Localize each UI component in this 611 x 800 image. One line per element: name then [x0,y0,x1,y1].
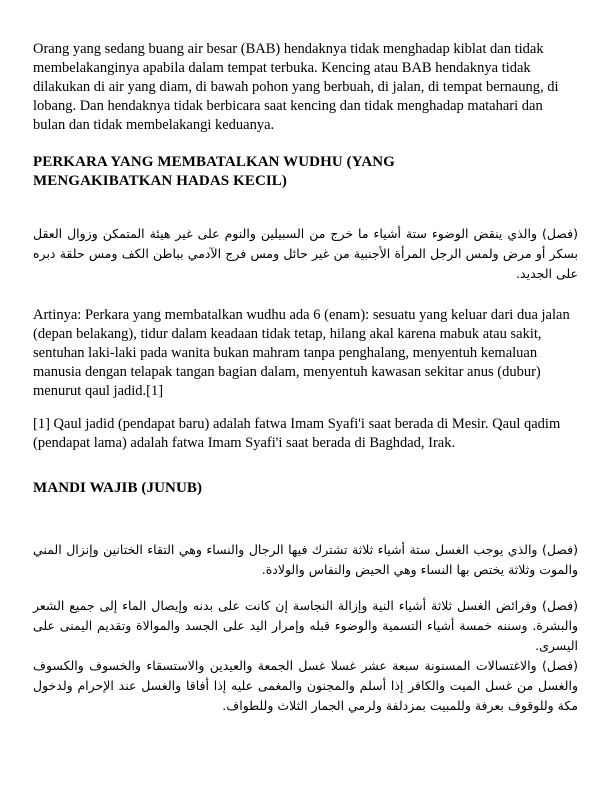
arabic-passage-batal-wudhu: (فصل) والذي ينقض الوضوء ستة أشياء ما خرج من السبيلين والنوم على غير هيئة المتمكن وزوال العقل بسكر أو مرض ولمس الرجل المرأة الأجنبية من غير حائل ومس فرج الآدمي بباطن الكف ومس حلقة دبره على الجديد. [33,226,578,281]
arabic-passage-ghusl-sunnah: (فصل) والاغتسالات المسنونة سبعة عشر غسلا غسل الجمعة والعيدين والاستسقاء والخسوف والكسوف والغسل من غسل الميت والكافر إذا أسلم والمجنون والمغمى عليه إذا أفاقا والغسل عند الإحرام ولدخول مكة وللوقوف بعرفة وللمبيت بمزدلفة ولرمي الجمار الثلاث وللطواف. [33,658,578,713]
heading-mandi-wajib: MANDI WAJIB (JUNUB) [33,480,203,496]
heading-batal-wudhu: PERKARA YANG MEMBATALKAN WUDHU (YANG MENGAKIBATKAN HADAS KECIL) [33,154,395,189]
translation-paragraph: Artinya: Perkara yang membatalkan wudhu ada 6 (enam): sesuatu yang keluar dari dua jalan (depan belakang), tidur dalam keadaan tidak tetap, hilang akal karena mabuk atau sakit, sentuhan laki-laki pada wanita bukan mahram tanpa penghalang, menyentuh kemaluan manusia dengan telapak tangan bagian dalam, menyentuh kawasan sekitar anus (dubur) menurut qaul jadid.[1] [33,307,570,399]
arabic-passage-ghusl-details [33,596,578,716]
footnote-paragraph: [1] Qaul jadid (pendapat baru) adalah fatwa Imam Syafi'i saat berada di Mesir. Qaul qadim (pendapat lama) adalah fatwa Imam Syafi'i saat berada di Baghdad, Irak. [33,416,561,451]
arabic-passage-ghusl-wajib: (فصل) والذي يوجب الغسل ستة أشياء ثلاثة تشترك فيها الرجال والنساء وهي التقاء الختانين وإنزال المني والموت وثلاثة يختص بها النساء وهي الحيض والنفاس والولادة. [33,542,578,577]
intro-paragraph: Orang yang sedang buang air besar (BAB) hendaknya tidak menghadap kiblat dan tidak membelakanginya apabila dalam tempat terbuka. Kencing atau BAB hendaknya tidak dilakukan di air yang diam, di bawah pohon yang berbuah, di jalan, di tempat bernaung, di lobang. Dan hendaknya tidak berbicara saat kencing dan tidak menghadap matahari dan bulan dan tidak membelakangi keduanya. [33,41,559,133]
arabic-passage-ghusl-fardhu: (فصل) وفرائض الغسل ثلاثة أشياء النية وإزالة النجاسة إن كانت على بدنه وإيصال الماء إلى جميع الشعر والبشرة. وسننه خمسة أشياء التسمية والوضوء قبله وإمرار اليد على الجسد والموالاة وتقديم اليمنى على اليسرى. [33,598,578,653]
